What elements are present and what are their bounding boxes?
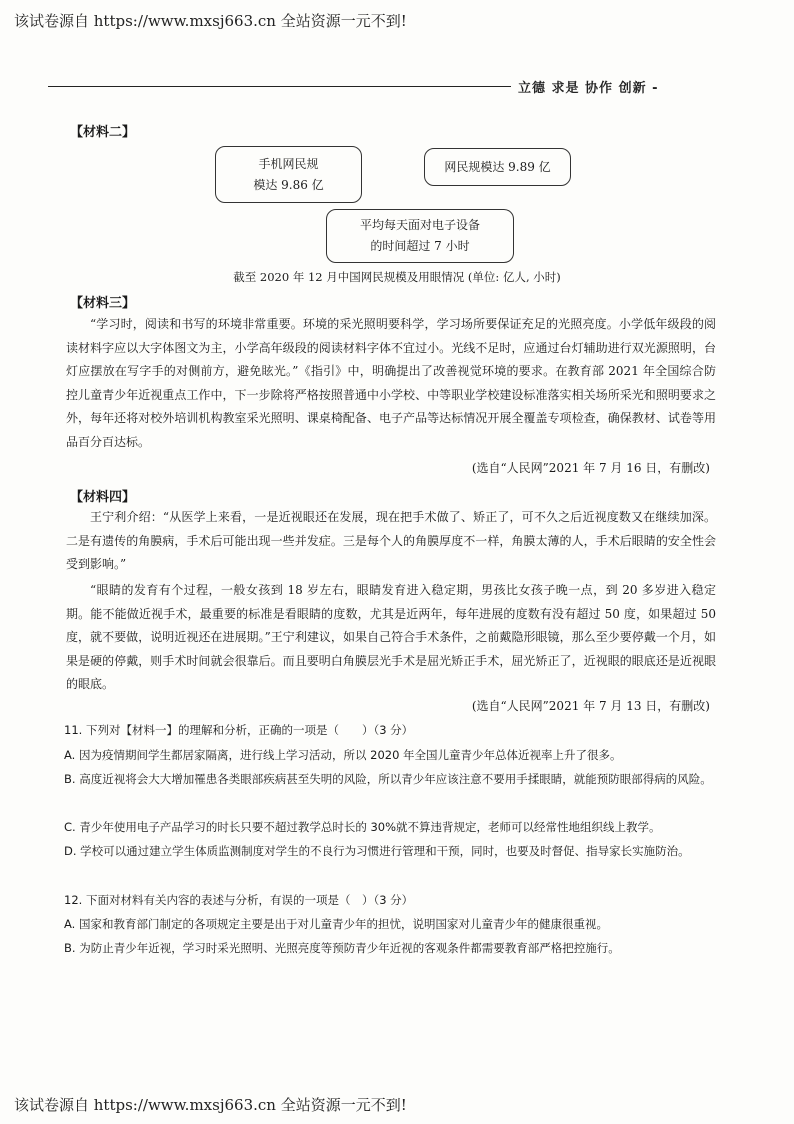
stat-box-screen-time-line2: 的时间超过 7 小时 (370, 239, 470, 253)
stat-box-mobile-users-line2: 模达 9.86 亿 (253, 177, 324, 192)
header-rule (48, 86, 511, 87)
material3-source: (选自“人民网”2021 年 7 月 16 日，有删改) (471, 461, 710, 475)
question-12-option-b: B. 为防止青少年近视，学习时采光照明、光照亮度等预防青少年近视的客观条件都需要教育部严格把控施行。 (64, 941, 620, 955)
question-11-option-b: B. 高度近视将会大大增加罹患各类眼部疾病甚至失明的风险，所以青少年应该注意不要用手揉眼睛，就能预防眼部得病的风险。 (64, 772, 712, 786)
question-11-stem: 11. 下列对【材料一】的理解和分析，正确的一项是（ ）（3 分） (64, 723, 414, 737)
question-11-option-d: D. 学校可以通过建立学生体质监测制度对学生的不良行为习惯进行管理和干预，同时，也要及时督促、指导家长实施防治。 (64, 844, 690, 858)
material4-source: (选自“人民网”2021 年 7 月 13 日，有删改) (471, 699, 710, 713)
material2-caption: 截至 2020 年 12 月中国网民规模及用眼情况 (单位: 亿人, 小时) (233, 270, 561, 284)
material4-label: 【材料四】 (70, 490, 136, 505)
material3-paragraph: “学习时，阅读和书写的环境非常重要。环境的采光照明要科学，学习场所要保证充足的光照亮度。小学低年级段的阅读材料字应以大字体图文为主，小学高年级段的阅读材料字体不宜过小。光线不足时，应通过台灯辅助进行双光源照明，台灯应摆放在写字手的对侧前方，避免眩光。”《指引》中，明确提出了改善视觉环境的要求。在教育部 2021 年全国综合防控儿童青少年近视重点工作中，下一步除将严格按照普通中小学校、中等职业学校建设标准落实相关场所采光和照明要求之外，每年还将对校外培训机构教室采光照明、课桌椅配备、电子产品等达标情况开展全覆盖专项检查，确保教材、试卷等用品百分百达标。 (66, 317, 716, 449)
stat-box-internet-users-line1: 网民规模达 9.89 亿 (444, 159, 551, 174)
material3-label: 【材料三】 (70, 296, 136, 311)
stat-box-mobile-users-line1: 手机网民规 (258, 156, 319, 171)
stat-box-mobile-users (215, 146, 362, 203)
stat-box-screen-time-line1: 平均每天面对电子设备 (359, 218, 480, 232)
stat-box-internet-users (424, 148, 571, 186)
question-11-option-a: A. 因为疫情期间学生都居家隔离，进行线上学习活动，所以 2020 年全国儿童青少年总体近视率上升了很多。 (64, 748, 622, 762)
question-12-stem: 12. 下面对材料有关内容的表述与分析，有误的一项是（ ）（3 分） (64, 893, 414, 907)
school-motto: 立德 求是 协作 创新 - (518, 81, 659, 96)
material4-paragraph-1: 王宁利介绍：“从医学上来看，一是近视眼还在发展，现在把手术做了、矫正了，可不久之后近视度数又在继续加深。二是有遗传的角膜病，手术后可能出现一些并发症。三是每个人的角膜厚度不一样，角膜太薄的人，手术后眼睛的安全性会受到影响。” (66, 510, 716, 572)
material2-label: 【材料二】 (70, 125, 136, 140)
watermark-top: 该试卷源自 https://www.mxsj663.cn 全站资源一元不到! (14, 12, 407, 30)
question-11-option-c: C. 青少年使用电子产品学习的时长只要不超过教学总时长的 30%就不算违背规定，老师可以经常性地组织线上教学。 (64, 820, 661, 834)
material4-paragraph-2: “眼睛的发育有个过程，一般女孩到 18 岁左右，眼睛发育进入稳定期，男孩比女孩子晚一点，到 20 多岁进入稳定期。能不能做近视手术，最重要的标准是看眼睛的度数，尤其是近两年，每年进展的度数有没有超过 50 度，如果超过 50 度，就不要做，说明近视还在进展期。”王宁利建议，如果自己符合手术条件，之前戴隐形眼镜，那么至少要停戴一个月，如果是硬的停戴，则手术时间就会很靠后。而且要明白角膜层光手术是屈光矫正手术，屈光矫正了，近视眼的眼底还是近视眼的眼底。 (66, 583, 716, 692)
watermark-bottom: 该试卷源自 https://www.mxsj663.cn 全站资源一元不到! (14, 1096, 407, 1114)
question-12-option-a: A. 国家和教育部门制定的各项规定主要是出于对儿童青少年的担忧，说明国家对儿童青少年的健康很重视。 (64, 917, 608, 931)
stat-box-screen-time (326, 209, 514, 263)
